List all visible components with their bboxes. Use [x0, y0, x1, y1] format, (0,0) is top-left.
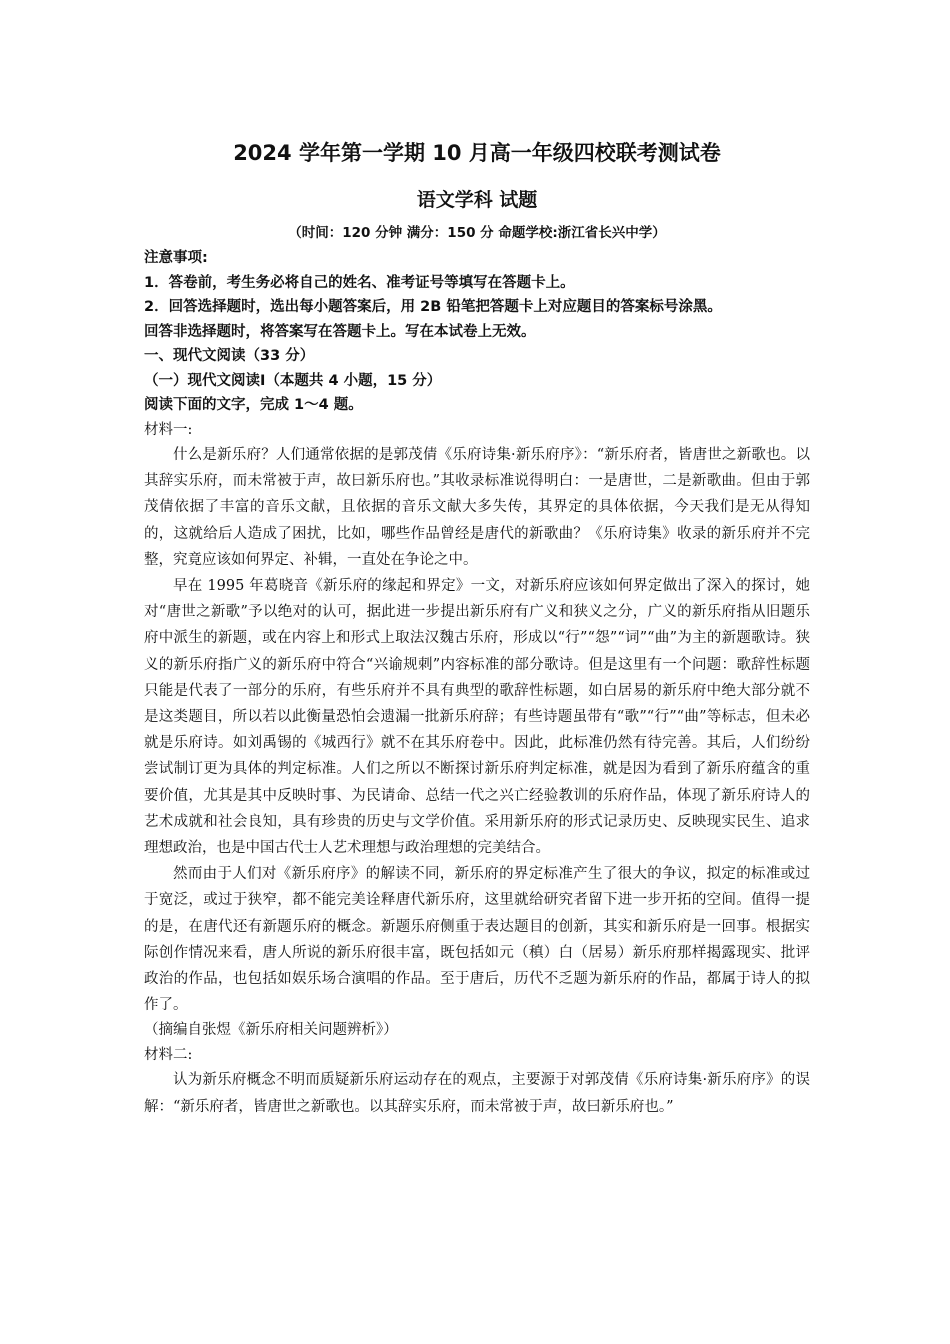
- notes-item-1: 1．答卷前，考生务必将自己的姓名、准考证号等填写在答题卡上。: [144, 274, 575, 291]
- section-instruction: 阅读下面的文字，完成 1～4 题。: [144, 397, 363, 413]
- exam-subtitle: 语文学科 试题: [416, 189, 538, 211]
- material-1-paragraph-1: 什么是新乐府？人们通常依据的是郭茂倩《乐府诗集·新乐府序》：“新乐府者，皆唐世之新歌也。以其辞实乐府，而未常被于声，故曰新乐府也。”其收录标准说得明白：一是唐世，二是新歌曲。但由于郭茂倩依据了丰富的音乐文献，且依据的音乐文献大多失传，其界定的具体依据，今天我们是无从得知的，这就给后人造成了困扰，比如，哪些作品曾经是唐代的新歌曲？《乐府诗集》收录的新乐府并不完整，究竟应该如何界定、补辑，一直处在争论之中。: [144, 447, 810, 568]
- material-1-label: 材料一:: [144, 421, 193, 438]
- notes-heading: 注意事项:: [144, 250, 208, 266]
- material-2-label: 材料二:: [144, 1046, 193, 1063]
- material-1-paragraph-3: 然而由于人们对《新乐府序》的解读不同，新乐府的界定标准产生了很大的争议，拟定的标准或过于宽泛，或过于狭窄，都不能完美诠释唐代新乐府，这里就给研究者留下进一步开拓的空间。值得一提的是，在唐代还有新题乐府的概念。新题乐府侧重于表达题目的创新，其实和新乐府是一回事。根据实际创作情况来看，唐人所说的新乐府很丰富，既包括如元（稹）白（居易）新乐府那样揭露现实、批评政治的作品，也包括如娱乐场合演唱的作品。至于唐后，历代不乏题为新乐府的作品，都属于诗人的拟作了。: [144, 866, 810, 1014]
- material-1-paragraph-2: 早在 1995 年葛晓音《新乐府的缘起和界定》一文，对新乐府应该如何界定做出了深入的探讨，她对“唐世之新歌”予以绝对的认可，据此进一步提出新乐府有广义和狭义之分，广义的新乐府指从旧题乐府中派生的新题，或在内容上和形式上取法汉魏古乐府，形成以“行”“怨”“词”“曲”为主的新题歌诗。狭义的新乐府指广义的新乐府中符合“兴谕规刺”内容标准的部分歌诗。但是这里有一个问题：歌辞性标题只能是代表了一部分的乐府，有些乐府并不具有典型的歌辞性标题，如白居易的新乐府中绝大部分就不是这类题目，所以若以此衡量恐怕会遗漏一批新乐府辞；有些诗题虽带有“歌”“行”“曲”等标志，但未必就是乐府诗。如刘禹锡的《城西行》就不在其乐府卷中。因此，此标准仍然有待完善。其后，人们纷纷尝试制订更为具体的判定标准。人们之所以不断探讨新乐府判定标准，就是因为看到了新乐府蕴含的重要价值，尤其是其中反映时事、为民请命、总结一代之兴亡经验教训的乐府作品，体现了新乐府诗人的艺术成就和社会良知，具有珍贵的历史与文学价值。采用新乐府的形式记录历史、反映现实民生、追求理想政治，也是中国古代士人艺术理想与政治理想的完美结合。: [144, 578, 810, 857]
- exam-title: 2024 学年第一学期 10 月高一年级四校联考测试卷: [233, 141, 721, 165]
- notes-item-2-cont: 回答非选择题时，将答案写在答题卡上。写在本试卷上无效。: [144, 323, 536, 340]
- notes-item-2: 2．回答选择题时，选出每小题答案后，用 2B 铅笔把答题卡上对应题目的答案标号涂黑。: [144, 299, 722, 315]
- section-sub-heading: （一）现代文阅读Ⅰ（本题共 4 小题，15 分）: [144, 372, 442, 389]
- section-heading: 一、现代文阅读（33 分）: [144, 348, 315, 364]
- material-1-source: （摘编自张煜《新乐府相关问题辨析》）: [144, 1022, 398, 1039]
- exam-info: （时间：120 分钟 满分：150 分 命题学校:浙江省长兴中学）: [288, 225, 666, 241]
- material-2-paragraph-1: 认为新乐府概念不明而质疑新乐府运动存在的观点，主要源于对郭茂倩《乐府诗集·新乐府序》的误解：“新乐府者，皆唐世之新歌也。以其辞实乐府，而未常被于声，故曰新乐府也。”: [144, 1072, 810, 1115]
